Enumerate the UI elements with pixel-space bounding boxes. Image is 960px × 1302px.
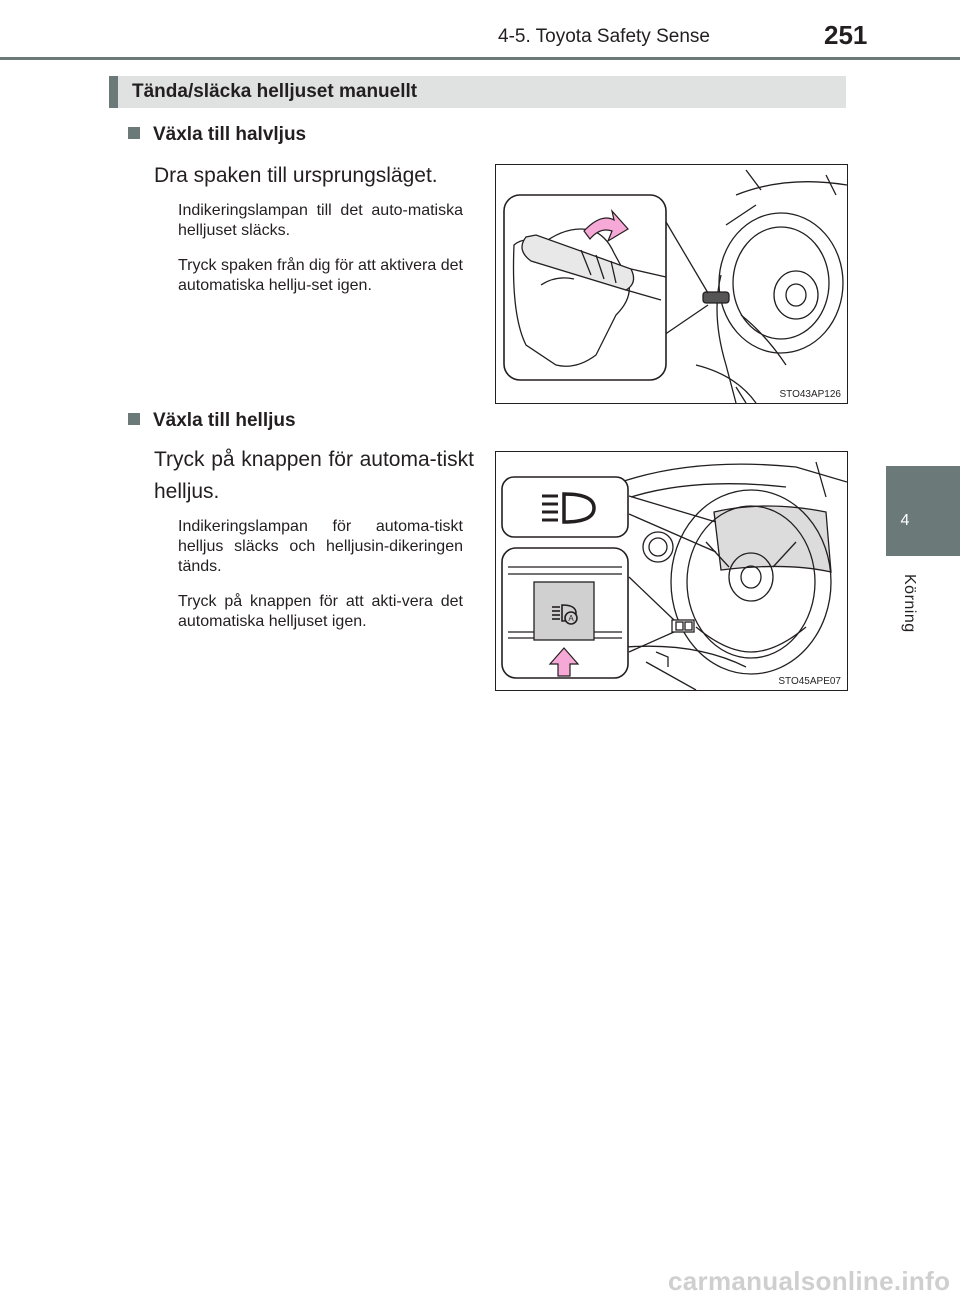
- high-beam-note-2: Tryck på knappen för att akti-vera det automatiska helljuset igen.: [178, 593, 463, 630]
- low-beam-figure: [495, 164, 848, 404]
- low-beam-note-1: Indikeringslampan till det auto-matiska helljuset släcks.: [178, 202, 463, 239]
- low-beam-instruction: Dra spaken till ursprungsläget.: [154, 164, 438, 187]
- square-bullet-icon: [128, 413, 140, 425]
- low-beam-figure-code: STO43AP126: [779, 389, 841, 400]
- high-beam-figure: [495, 451, 848, 691]
- low-beam-note-2: Tryck spaken från dig för att aktivera det automatiska hellju-set igen.: [178, 257, 463, 294]
- section-bar: [109, 76, 846, 108]
- chapter-number: 4: [900, 512, 910, 529]
- watermark: carmanualsonline.info: [668, 1266, 951, 1296]
- high-beam-heading: [128, 410, 296, 432]
- high-beam-instruction: Tryck på knappen för automa-tiskt helljus.: [154, 448, 474, 503]
- low-beam-heading: [128, 124, 306, 146]
- auto-high-beam-button-illustration: [496, 452, 847, 690]
- auto-high-beam-letter: A: [568, 614, 574, 623]
- high-beam-figure-code: STO45APE07: [778, 676, 841, 687]
- header-section-title: 4-5. Toyota Safety Sense: [498, 26, 710, 47]
- square-bullet-icon: [128, 127, 140, 139]
- chapter-tab-block: [886, 466, 960, 556]
- chapter-label: Körning: [901, 574, 918, 633]
- high-beam-heading-text: Växla till helljus: [153, 410, 296, 431]
- high-beam-note-1: Indikeringslampan för automa-tiskt helljus släcks och helljusin-dikeringen tänds.: [178, 518, 463, 575]
- low-beam-heading-text: Växla till halvljus: [153, 124, 307, 145]
- page-number: 251: [824, 20, 868, 50]
- header-rule: [0, 57, 960, 60]
- section-title: Tända/släcka helljuset manuellt: [132, 81, 418, 102]
- headlight-lever-illustration: [496, 165, 847, 403]
- chapter-side-tab[interactable]: [886, 466, 960, 666]
